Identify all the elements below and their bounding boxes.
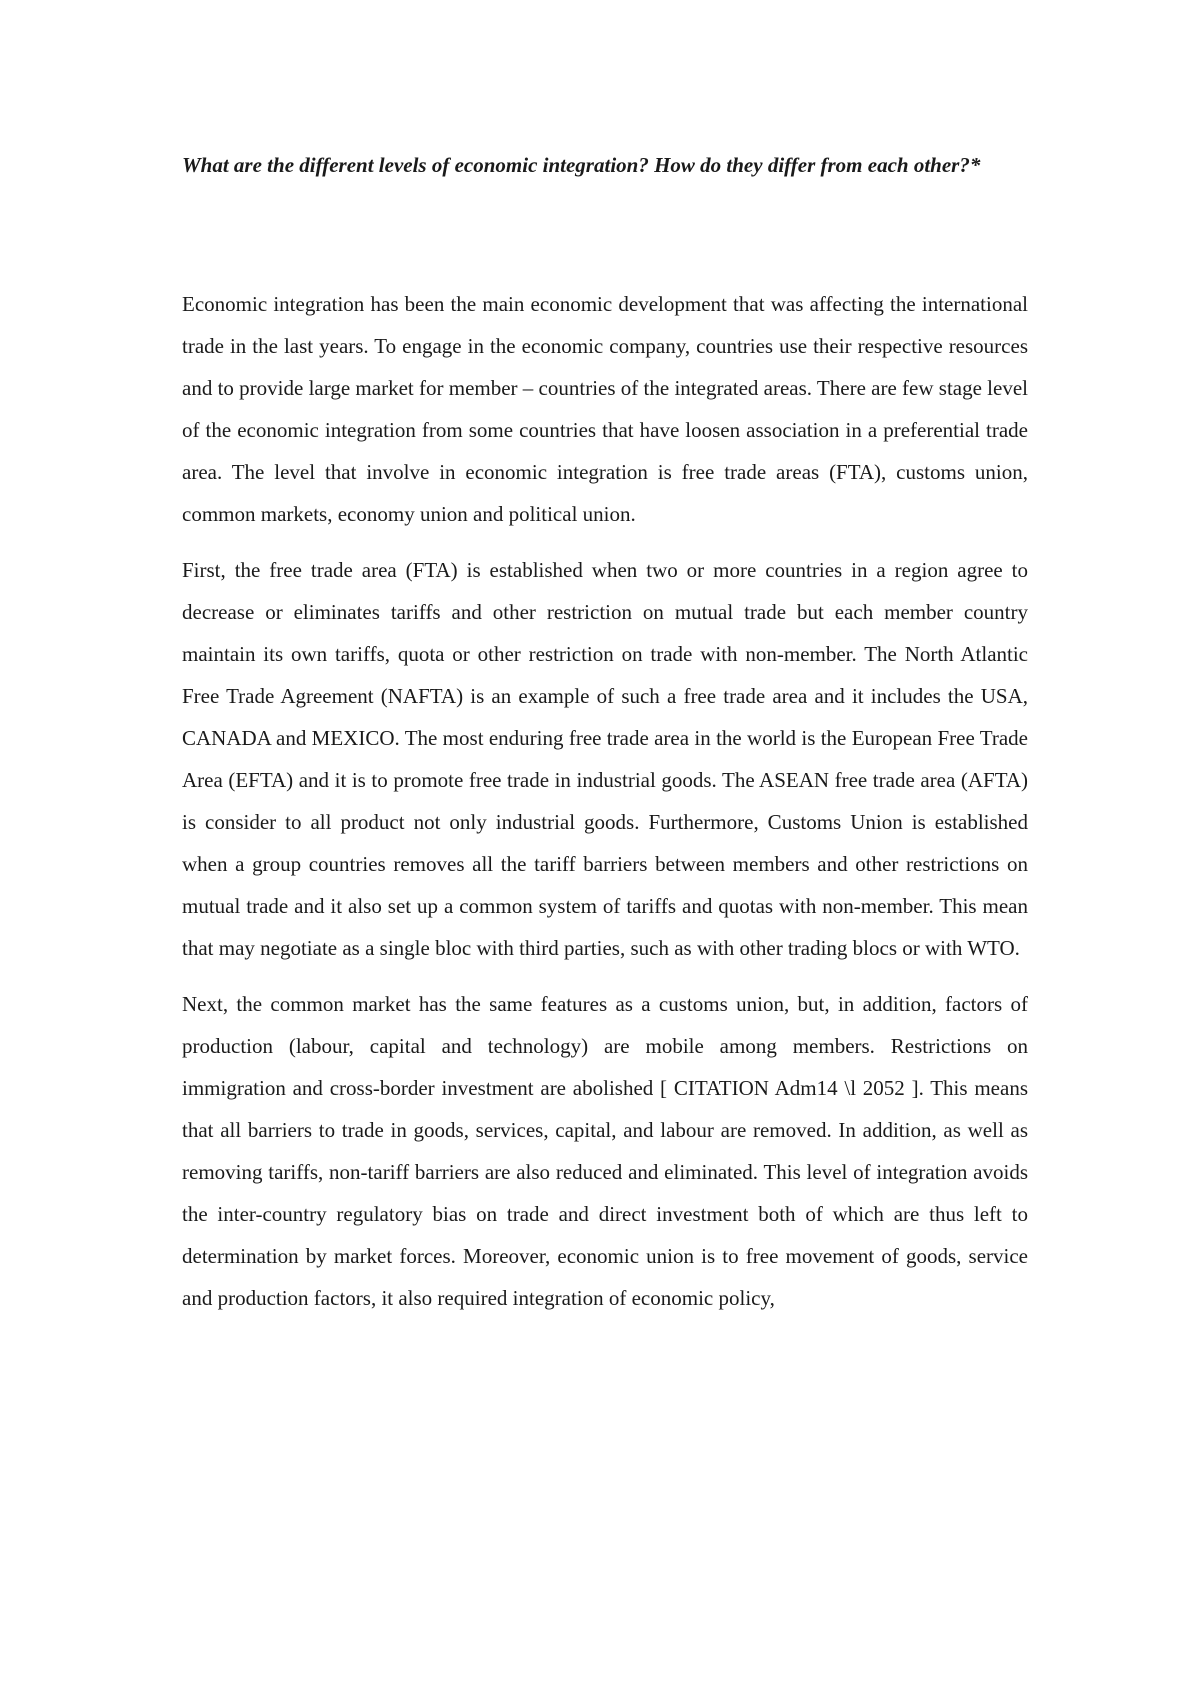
- question-heading: What are the different levels of economic integration? How do they differ from each other?*: [182, 153, 981, 177]
- paragraph-introduction: Economic integration has been the main economic development that was affecting the international trade in the last years. To engage in the economic company, countries use their respective resources and to provide large market for member – countries of the integrated areas. There are few stage level of the economic integration from some countries that have loosen association in a preferential trade area. The level that involve in economic integration is free trade areas (FTA), customs union, common markets, economy union and political union.: [182, 292, 1028, 526]
- document-content: [182, 144, 1028, 1319]
- paragraph-common-market-economic-union: Next, the common market has the same features as a customs union, but, in addition, factors of production (labour, capital and technology) are mobile among members. Restrictions on immigration and cross-border investment are abolished [ CITATION Adm14 \l 2052 ]. This means that all barriers to trade in goods, services, capital, and labour are removed. In addition, as well as removing tariffs, non-tariff barriers are also reduced and eliminated. This level of integration avoids the inter-country regulatory bias on trade and direct investment both of which are thus left to determination by market forces. Moreover, economic union is to free movement of goods, service and production factors, it also required integration of economic policy,: [182, 992, 1028, 1310]
- paragraph-fta-customs-union: First, the free trade area (FTA) is established when two or more countries in a region agree to decrease or eliminates tariffs and other restriction on mutual trade but each member country maintain its own tariffs, quota or other restriction on trade with non-member. The North Atlantic Free Trade Agreement (NAFTA) is an example of such a free trade area and it includes the USA, CANADA and MEXICO. The most enduring free trade area in the world is the European Free Trade Area (EFTA) and it is to promote free trade in industrial goods. The ASEAN free trade area (AFTA) is consider to all product not only industrial goods. Furthermore, Customs Union is established when a group countries removes all the tariff barriers between members and other restrictions on mutual trade and it also set up a common system of tariffs and quotas with non-member. This mean that may negotiate as a single bloc with third parties, such as with other trading blocs or with WTO.: [182, 558, 1028, 960]
